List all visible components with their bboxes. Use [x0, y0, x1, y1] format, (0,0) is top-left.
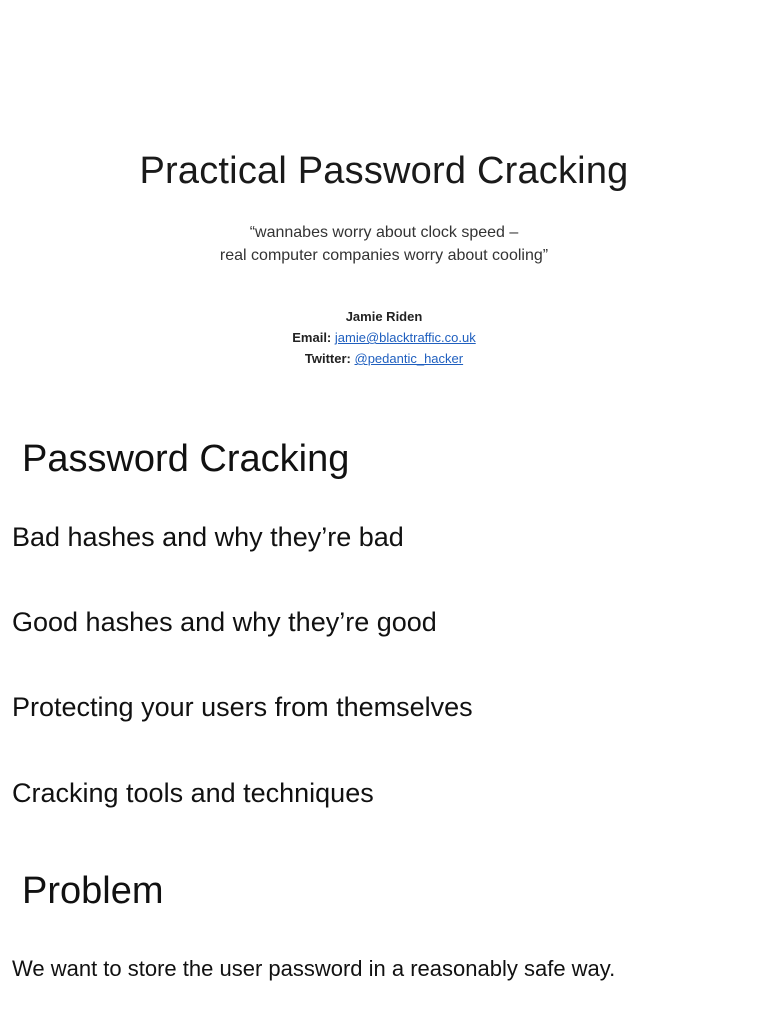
author-name: Jamie Riden [345, 309, 423, 324]
list-item: Good hashes and why they’re good [12, 607, 437, 637]
problem-heading: Problem [22, 870, 164, 912]
email-label: Email: [292, 330, 332, 345]
twitter-line [0, 348, 768, 369]
slide-quote [0, 221, 768, 267]
title-slide [0, 0, 768, 400]
quote-line-1: “wannabes worry about clock speed – [249, 224, 519, 241]
email-line [0, 327, 768, 348]
author-block [0, 306, 768, 369]
quote-line-2: real computer companies worry about cooling” [219, 247, 549, 264]
list-item: Bad hashes and why they’re bad [12, 522, 404, 552]
list-item: Protecting your users from themselves [12, 692, 473, 722]
twitter-label: Twitter: [304, 351, 351, 366]
twitter-link[interactable]: @pedantic_hacker [354, 351, 464, 366]
email-link[interactable]: jamie@blacktraffic.co.uk [334, 330, 476, 345]
list-item: Cracking tools and techniques [12, 778, 374, 808]
slide-title: Practical Password Cracking [139, 150, 629, 192]
problem-text: We want to store the user password in a reasonably safe way. [12, 956, 616, 981]
password-cracking-heading: Password Cracking [22, 438, 350, 480]
